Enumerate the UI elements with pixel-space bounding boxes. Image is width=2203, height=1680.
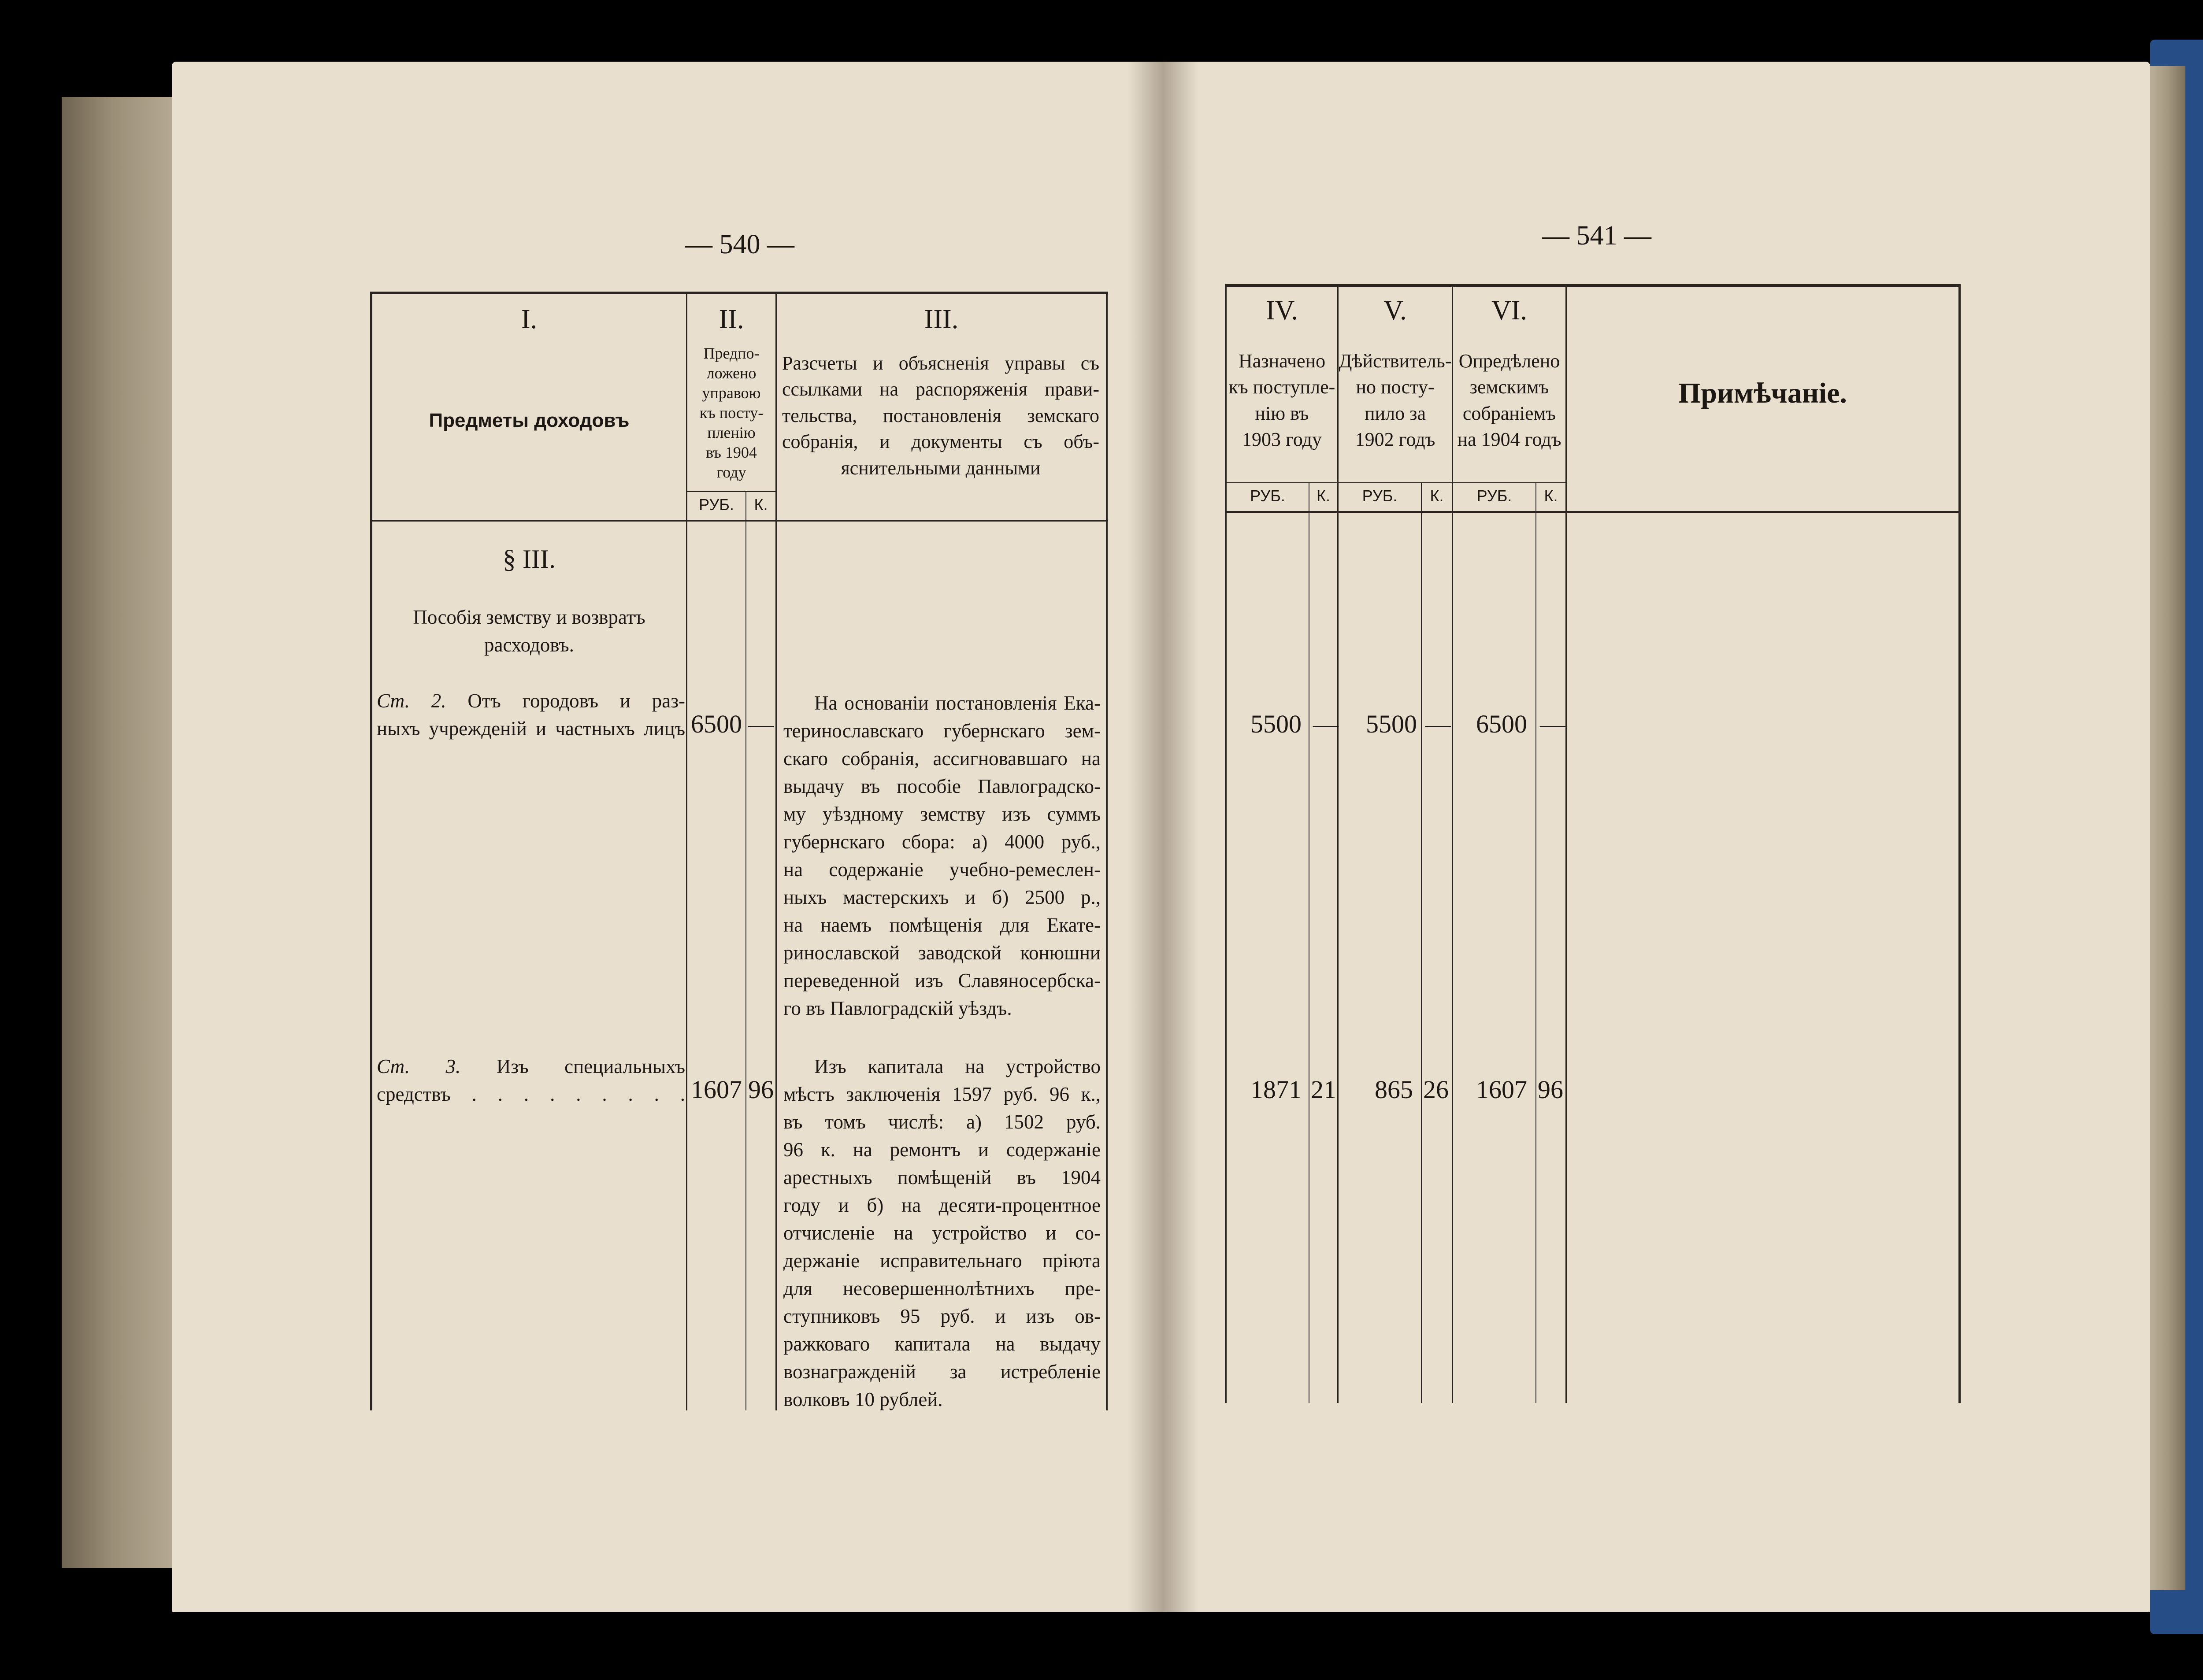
table-top-rule: [1225, 284, 1961, 287]
col3-roman: III.: [924, 304, 959, 334]
row-c4-k: —: [1313, 710, 1339, 738]
row-c5-rub: 865: [1375, 1075, 1413, 1104]
col-divider: [1535, 482, 1536, 1403]
unit-rub: РУБ.: [699, 496, 734, 514]
col5-header: Дѣйствитель- но посту- пило за 1902 годъ: [1339, 350, 1452, 451]
col-divider: [745, 491, 746, 1410]
page-number-left: — 540 —: [685, 229, 794, 259]
unit-k: К.: [754, 496, 768, 514]
unit-rub: РУБ.: [1250, 487, 1285, 505]
col4-roman: IV.: [1266, 296, 1298, 326]
row-c6-k: 96: [1538, 1075, 1563, 1104]
row-label: Ст. 3. Изъ специальныхъ средствъ . . . . . . . . .: [377, 1055, 686, 1105]
note-title: Примѣчаніе.: [1678, 377, 1847, 409]
unit-rub: РУБ.: [1476, 487, 1512, 505]
col1-title: Предметы доходовъ: [429, 410, 630, 431]
unit-k: К.: [1317, 487, 1330, 505]
row-c5-k: 26: [1423, 1075, 1449, 1104]
unit-rule: [1225, 482, 1566, 483]
row-c5-rub: 5500: [1366, 710, 1417, 738]
book-gutter: [1128, 62, 1198, 1612]
right-page: [1163, 62, 2150, 1612]
col-divider: [1421, 482, 1422, 1403]
col4-header: Назначено къ поступле- нію въ 1903 году: [1228, 350, 1335, 451]
table-left-rule: [370, 292, 372, 1410]
col6-roman: VI.: [1491, 296, 1527, 326]
section-sign: § III.: [503, 544, 556, 574]
table-top-rule: [370, 292, 1108, 294]
row-explanation: На основаніи постановленія Ека- теринославскаго губернскаго зем- скаго собранія, ассигновавшаго на выдачу въ пособіе Павлоградско- му уѣздному земству изъ суммъ губернскаго сбора: а) 4000 руб., на содержаніе учебно-ремеслен- ныхъ мастерскихъ и б) 2500 р., на наемъ помѣщенія для Екате- ринославской заводской конюшни переведенной изъ Славяносербска- го въ Павлоградскій уѣздъ.: [783, 692, 1101, 1019]
row-kop: 96: [748, 1075, 774, 1104]
unit-rub: РУБ.: [1362, 487, 1398, 505]
row-rub: 6500: [691, 710, 742, 738]
row-c6-rub: 1607: [1476, 1075, 1527, 1104]
col5-roman: V.: [1383, 296, 1407, 326]
row-kop: —: [748, 710, 774, 738]
row-label: Ст. 2. Отъ городовъ и раз- ныхъ учрежденій и частныхъ лицъ: [377, 690, 685, 740]
col3-header: Разсчеты и объясненія управы съ ссылками на распоряженія прави- тельства, постановленія земскаго собранія, и документы съ объ- яснительными данными: [782, 352, 1099, 479]
row-explanation: Изъ капитала на устройство мѣстъ заключенія 1597 руб. 96 к., въ томъ числѣ: а) 1502 руб. 96 к. на ремонтъ и содержаніе арестныхъ помѣщеній въ 1904 году и б) на десяти-процентное отчисленіе на устройство и со- держаніе исправительнаго пріюта для несовершеннолѣтнихъ пре- ступниковъ 95 руб. и изъ ов- ражковаго капитала на выдачу вознагражденій за истребленіе волковъ 10 рублей.: [783, 1055, 1101, 1410]
col-divider: [775, 292, 777, 1410]
row-c4-k: 21: [1311, 1075, 1336, 1104]
row-c6-k: —: [1540, 710, 1565, 738]
row-rub: 1607: [691, 1075, 742, 1104]
table-right-rule: [1106, 292, 1108, 1410]
unit-k: К.: [1430, 487, 1444, 505]
row-c4-rub: 5500: [1250, 710, 1302, 738]
col-divider: [1565, 284, 1567, 1403]
unit-k: К.: [1544, 487, 1558, 505]
table-right-rule: [1958, 284, 1961, 1403]
row-c5-k: —: [1425, 710, 1451, 738]
col2-header: Предпо- ложено управою къ посту- пленію въ 1904 году: [699, 344, 764, 481]
unit-rule: [686, 491, 776, 492]
col2-roman: II.: [719, 304, 744, 334]
col6-header: Опредѣлено земскимъ собраніемъ на 1904 годъ: [1457, 350, 1561, 451]
page-number-right: — 541 —: [1542, 221, 1651, 251]
col1-roman: I.: [521, 304, 538, 334]
header-rule: [1225, 511, 1961, 513]
header-rule: [370, 520, 1108, 522]
row-c6-rub: 6500: [1476, 710, 1527, 738]
row-c4-rub: 1871: [1250, 1075, 1302, 1104]
section-title: Пособія земству и возвратъ расходовъ.: [413, 606, 645, 656]
